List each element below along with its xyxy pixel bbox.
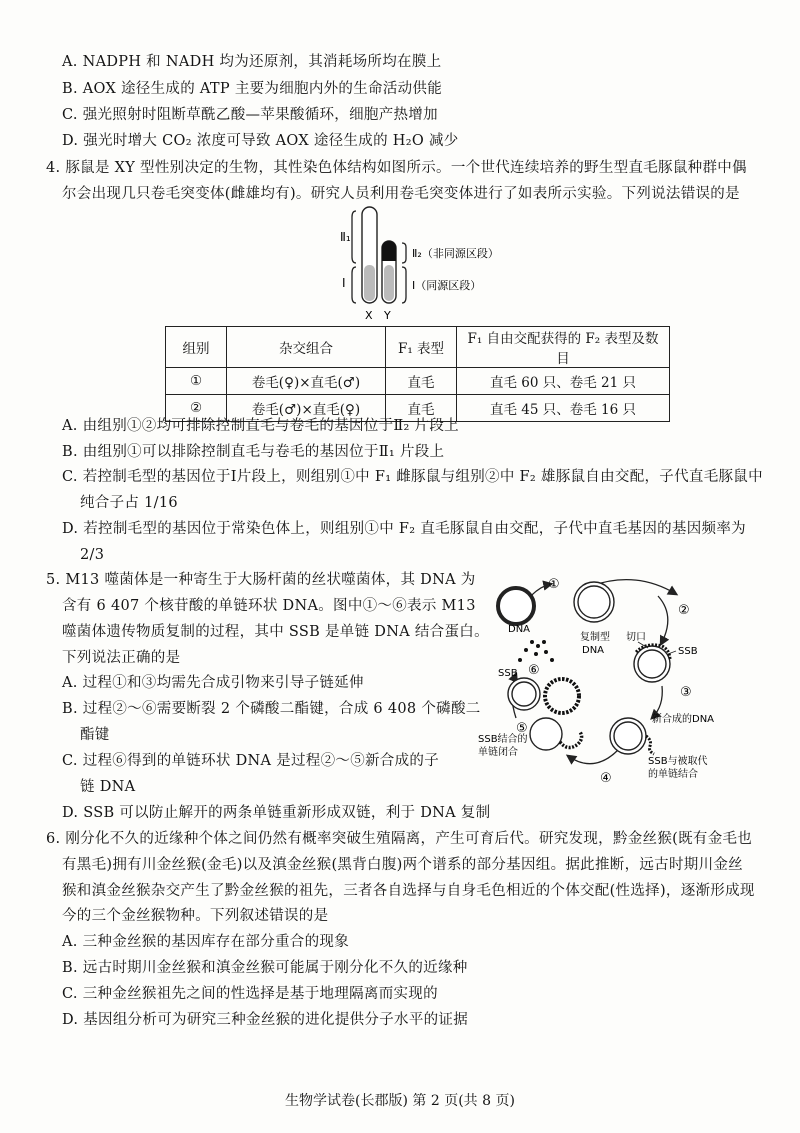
page-footer: 生物学试卷(长郡版) 第 2 页(共 8 页) <box>285 1093 515 1109</box>
step-4: ④ <box>600 771 612 786</box>
q4-option-a: A. 由组别①②均可排除控制直毛与卷毛的基因位于Ⅱ₂ 片段上 <box>62 418 459 434</box>
label-ssb-bound-1: SSB结合的 <box>478 734 528 745</box>
label-replicative-1: 复制型 <box>580 632 610 643</box>
q5-stem-line3: 噬菌体遗传物质复制的过程，其中 SSB 是单链 DNA 结合蛋白。 <box>62 624 489 640</box>
daughter-rf-dna <box>508 678 540 710</box>
label-i-left: Ⅰ <box>342 276 346 290</box>
label-ii1: Ⅱ₁ <box>340 230 351 244</box>
q5-option-c-line1: C. 过程⑥得到的单链环状 DNA 是过程②～⑤新合成的子 <box>62 753 439 769</box>
table-row <box>166 368 670 395</box>
table-cell: 卷毛(♂)×直毛(♀) <box>227 395 386 422</box>
replicative-dna-outer <box>574 582 614 622</box>
q4-stem-line2: 尔会出现几只卷毛突变体(雌雄均有)。研究人员利用卷毛突变体进行了如表所示实验。下列说法错误的是 <box>62 186 740 202</box>
table-cell: 直毛 <box>386 395 457 422</box>
table-header: F₁ 自由交配获得的 F₂ 表型及数目 <box>457 327 670 368</box>
q5-option-b-line1: B. 过程②～⑥需要断裂 2 个磷酸二酯键，合成 6 408 个磷酸二 <box>62 701 481 717</box>
y-nonhomologous-segment <box>382 241 396 261</box>
q5-option-d: D. SSB 可以防止解开的两条单链重新形成双链，利于 DNA 复制 <box>62 805 491 821</box>
ssb-bound-ring <box>545 679 579 713</box>
label-ssb-bound-2: 单链闭合 <box>478 747 518 758</box>
q5-option-b-line2: 酯键 <box>80 727 110 743</box>
q5-option-c-line2: 链 DNA <box>80 779 136 795</box>
q6-stem-line2: 有黑毛)拥有川金丝猴(金毛)以及滇金丝猴(黑背白腹)两个谱系的部分基因组。据此推断，远古时期川金丝 <box>62 857 743 873</box>
x-homologous-segment <box>364 265 375 301</box>
table-cell: 直毛 <box>386 368 457 395</box>
step-6: ⑥ <box>528 663 540 678</box>
q3-option-b: B. AOX 途径生成的 ATP 主要为细胞内外的生命活动供能 <box>62 81 443 97</box>
q3-option-a: A. NADPH 和 NADH 均为还原剂，其消耗场所均在膜上 <box>62 54 442 70</box>
table-header: F₁ 表型 <box>386 327 457 368</box>
q4-option-c-line2: 纯合子占 1/16 <box>80 495 178 511</box>
q5-stem-line2: 含有 6 407 个核苷酸的单链环状 DNA。图中①～⑥表示 M13 <box>62 598 476 614</box>
displaced-strand-circle <box>530 718 562 750</box>
step-5: ⑤ <box>516 721 528 736</box>
label-x: X <box>365 309 373 322</box>
label-ssb-replaced-1: SSB与被取代 <box>648 756 708 767</box>
table-header: 杂交组合 <box>227 327 386 368</box>
q4-option-d-line2: 2/3 <box>80 547 105 563</box>
label-ii2: Ⅱ₂（非同源区段） <box>412 247 499 260</box>
q5-stem-line1: 5. M13 噬菌体是一种寄生于大肠杆菌的丝状噬菌体，其 DNA 为 <box>46 572 476 588</box>
q4-option-c-line1: C. 若控制毛型的基因位于Ⅰ片段上，则组别①中 F₁ 雌豚鼠与组别②中 F₂ 雄豚鼠自由交配，子代直毛豚鼠中 <box>62 469 763 485</box>
q6-stem-line4: 今的三个金丝猴物种。下列叙述错误的是 <box>62 908 329 924</box>
y-homologous-segment <box>384 265 394 301</box>
q3-option-c: C. 强光照射时阻断草酰乙酸—苹果酸循环，细胞产热增加 <box>62 107 438 123</box>
q6-option-a: A. 三种金丝猴的基因库存在部分重合的现象 <box>62 934 349 950</box>
label-nick: 切口 <box>626 632 646 643</box>
q5-stem-line4: 下列说法正确的是 <box>62 650 181 666</box>
q4-stem-line1: 4. 豚鼠是 XY 型性别决定的生物，其性染色体结构如图所示。一个世代连续培养的野生型直毛豚鼠种群中偶 <box>46 160 747 176</box>
table-cell: 直毛 60 只、卷毛 21 只 <box>457 368 670 395</box>
q4-option-b: B. 由组别①可以排除控制直毛与卷毛的基因位于Ⅱ₁ 片段上 <box>62 444 445 460</box>
step-1: ① <box>548 577 560 592</box>
q6-stem-line3: 猴和滇金丝猴杂交产生了黔金丝猴的祖先，三者各自选择与自身毛色相近的个体交配(性选择)，逐渐形成现 <box>62 883 755 899</box>
q3-option-d: D. 强光时增大 CO₂ 浓度可导致 AOX 途径生成的 H₂O 减少 <box>62 133 459 149</box>
cross-results-table <box>165 326 670 422</box>
label-dna: DNA <box>508 624 531 635</box>
label-ssb-replaced-2: 的单链结合 <box>648 769 698 780</box>
table-cell: 直毛 45 只、卷毛 16 只 <box>457 395 670 422</box>
label-i-right: Ⅰ（同源区段） <box>412 279 482 292</box>
label-y: Y <box>384 309 391 322</box>
table-cell: 卷毛(♀)×直毛(♂) <box>227 368 386 395</box>
ssdna-circle <box>498 588 534 624</box>
table-cell: ① <box>166 368 227 395</box>
step-3: ③ <box>680 685 692 700</box>
q6-stem-line1: 6. 刚分化不久的近缘种个体之间仍然有概率突破生殖隔离，产生可育后代。研究发现，黔金丝猴(既有金毛也 <box>46 831 753 847</box>
label-ssb-left: SSB <box>498 668 518 679</box>
label-replicative-2: DNA <box>582 645 605 656</box>
label-ssb-right: SSB <box>678 646 698 657</box>
label-new-dna: 新合成的DNA <box>652 714 715 725</box>
m13-replication-diagram <box>476 566 756 796</box>
nicked-dna-outer <box>634 646 670 682</box>
rolling-circle <box>610 718 646 754</box>
sex-chromosome-diagram <box>330 205 530 323</box>
step-2: ② <box>678 603 690 618</box>
q6-option-d: D. 基因组分析可为研究三种金丝猴的进化提供分子水平的证据 <box>62 1012 469 1028</box>
table-cell: ② <box>166 395 227 422</box>
q5-option-a: A. 过程①和③均需先合成引物来引导子链延伸 <box>62 675 364 691</box>
table-header: 组别 <box>166 327 227 368</box>
q6-option-c: C. 三种金丝猴祖先之间的性选择是基于地理隔离而实现的 <box>62 986 438 1002</box>
q4-option-d-line1: D. 若控制毛型的基因位于常染色体上，则组别①中 F₂ 直毛豚鼠自由交配，子代中直毛基因的基因频率为 <box>62 521 746 537</box>
q6-option-b: B. 远古时期川金丝猴和滇金丝猴可能属于刚分化不久的近缘种 <box>62 960 468 976</box>
table-header-row <box>166 327 670 368</box>
